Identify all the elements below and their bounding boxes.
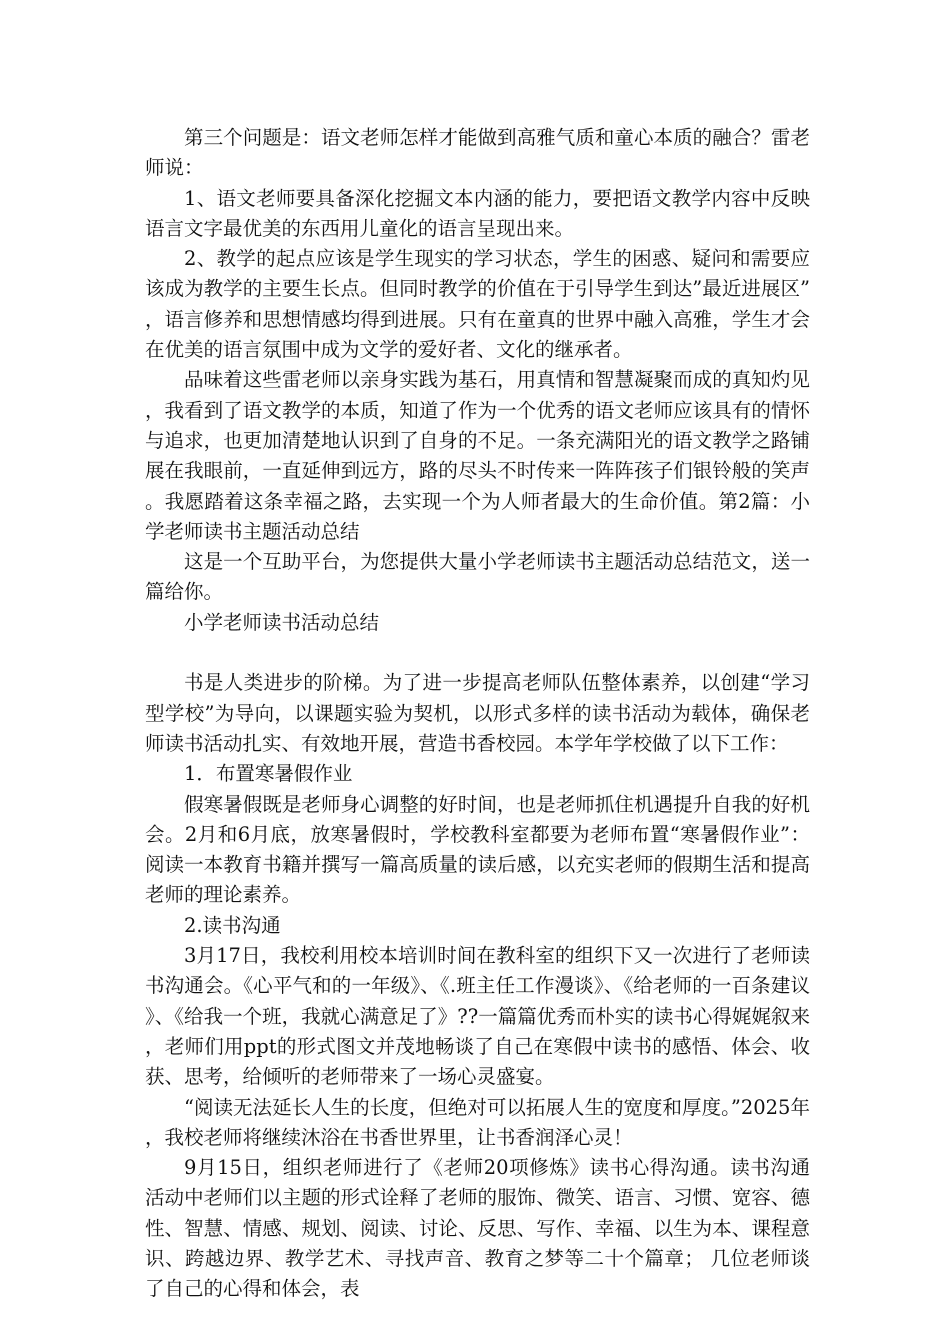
paragraph-reading-ladder: 书是人类进步的阶梯。为了进一步提高老师队伍整体素养，以创建“学习型学校”为导向，以课题实验为契机，以形式多样的读书活动为载体，确保老师读书活动扎实、有效地开展，营造书香校园。本学年学校做了以下工作：: [145, 671, 810, 755]
section-heading-summary: 小学老师读书活动总结: [184, 610, 380, 634]
list-heading-reading-exchange: 2.读书沟通: [184, 913, 281, 937]
paragraph-reflection: 品味着这些雷老师以亲身实践为基石，用真情和智慧凝聚而成的真知灼见，我看到了语文教学的本质，知道了作为一个优秀的语文老师应该具有的情怀与追求，也更加清楚地认识到了自身的不足。一条充满阳光的语文教学之路铺展在我眼前，一直延伸到远方，路的尽头不时传来一阵阵孩子们银铃般的笑声。我愿踏着这条幸福之路，去实现一个为人师者最大的生命价值。第2篇：小学老师读书主题活动总结: [145, 368, 810, 543]
paragraph-holiday-homework: 假寒暑假既是老师身心调整的好时间，也是老师抓住机遇提升自我的好机会。2月和6月底，放寒暑假时，学校教科室都要为老师布置“寒暑假作业”：阅读一本教育书籍并撰写一篇高质量的读后感，以充实老师的假期生活和提高老师的理论素养。: [145, 792, 810, 907]
paragraph-reading-quote: “阅读无法延长人生的长度，但绝对可以拓展人生的宽度和厚度。”2025年，我校老师将继续沐浴在书香世界里，让书香润泽心灵！: [145, 1095, 810, 1149]
paragraph-point-one: 1、语文老师要具备深化挖掘文本内涵的能力，要把语文教学内容中反映语言文字最优美的东西用儿童化的语言呈现出来。: [145, 186, 810, 240]
paragraph-point-two: 2、教学的起点应该是学生现实的学习状态，学生的困惑、疑问和需要应该成为教学的主要生长点。但同时教学的价值在于引导学生到达”最近进展区”，语言修养和思想情感均得到进展。只有在童真的世界中融入高雅，学生才会在优美的语言氛围中成为文学的爱好者、文化的继承者。: [145, 247, 810, 362]
paragraph-platform-intro: 这是一个互助平台，为您提供大量小学老师读书主题活动总结范文，送一篇给你。: [145, 550, 810, 604]
document-body: [145, 123, 810, 1305]
paragraph-march-exchange: 3月17日，我校利用校本培训时间在教科室的组织下又一次进行了老师读书沟通会。《心平气和的一年级》、《.班主任工作漫谈》、《给老师的一百条建议》、《给我一个班，我就心满意足了》??一篇篇优秀而朴实的读书心得娓娓叙来，老师们用ppt的形式图文并茂地畅谈了自己在寒假中读书的感悟、体会、收获、思考，给倾听的老师带来了一场心灵盛宴。: [145, 944, 810, 1089]
paragraph-september-exchange: 9月15日，组织老师进行了《老师20项修炼》读书心得沟通。读书沟通活动中老师们以主题的形式诠释了老师的服饰、微笑、语言、习惯、宽容、德性、智慧、情感、规划、阅读、讨论、反思、写作、幸福、以生为本、课程意识、跨越边界、教学艺术、寻找声音、教育之梦等二十个篇章； 几位老师谈了自己的心得和体会，表: [145, 1156, 810, 1301]
paragraph-question-three: 第三个问题是：语文老师怎样才能做到高雅气质和童心本质的融合？雷老师说：: [145, 126, 810, 180]
list-heading-holiday-homework: 1．布置寒暑假作业: [184, 762, 353, 786]
blank-line: [145, 638, 810, 668]
